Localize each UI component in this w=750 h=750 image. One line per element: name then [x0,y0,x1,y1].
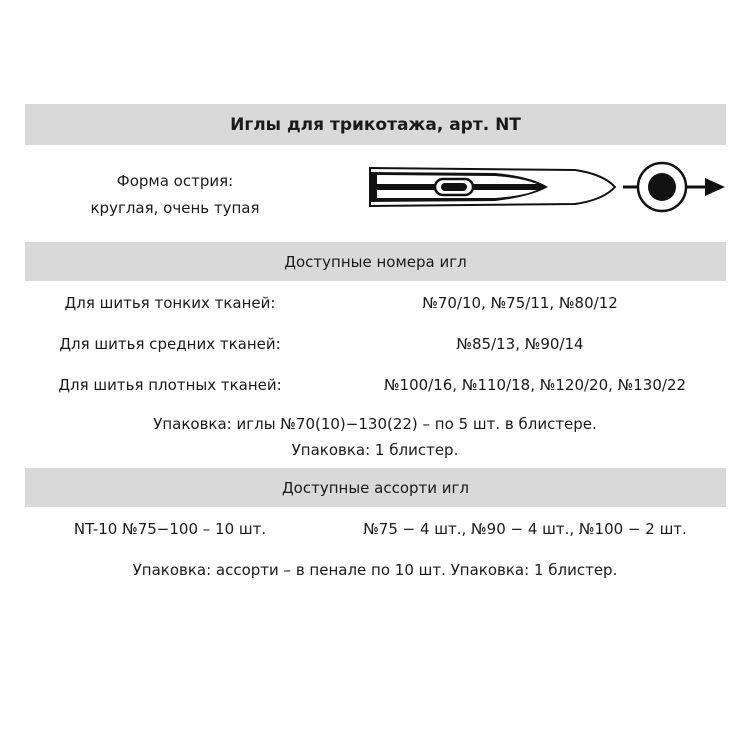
point-shape-value: круглая, очень тупая [90,199,260,217]
size-row-value: №70/10, №75/11, №80/12 [422,294,618,312]
size-row-label: Для шитья тонких тканей: [64,294,276,312]
size-row-value: №100/16, №110/18, №120/20, №130/22 [383,376,687,394]
sizes-packing-text: Упаковка: иглы №70(10)−130(22) – по 5 шт. в блистере. [153,415,597,433]
size-row-label: Для шитья плотных тканей: [58,376,282,394]
assort-code: NT-10 №75−100 – 10 шт. [73,520,267,538]
round-point-cross-section-icon [623,163,725,211]
assort-packing-text: Упаковка: ассорти – в пенале по 10 шт. Упаковка: 1 блистер. [132,561,618,579]
size-row-value: №85/13, №90/14 [456,335,584,353]
assort-heading: Доступные ассорти игл [281,478,470,497]
point-shape-label: Форма острия: [116,172,234,190]
sizes-packing-count: Упаковка: 1 блистер. [291,441,459,459]
sizes-section-header [25,242,726,281]
assort-section-header [25,468,726,507]
page-title: Иглы для трикотажа, арт. NT [230,114,521,135]
sizes-heading: Доступные номера игл [284,252,467,271]
title-bar [25,104,726,145]
needle-point-illustration [365,160,729,216]
needle-shaft-icon [370,168,615,206]
size-row-label: Для шитья средних тканей: [59,335,281,353]
assort-contents: №75 − 4 шт., №90 − 4 шт., №100 − 2 шт. [363,520,687,538]
